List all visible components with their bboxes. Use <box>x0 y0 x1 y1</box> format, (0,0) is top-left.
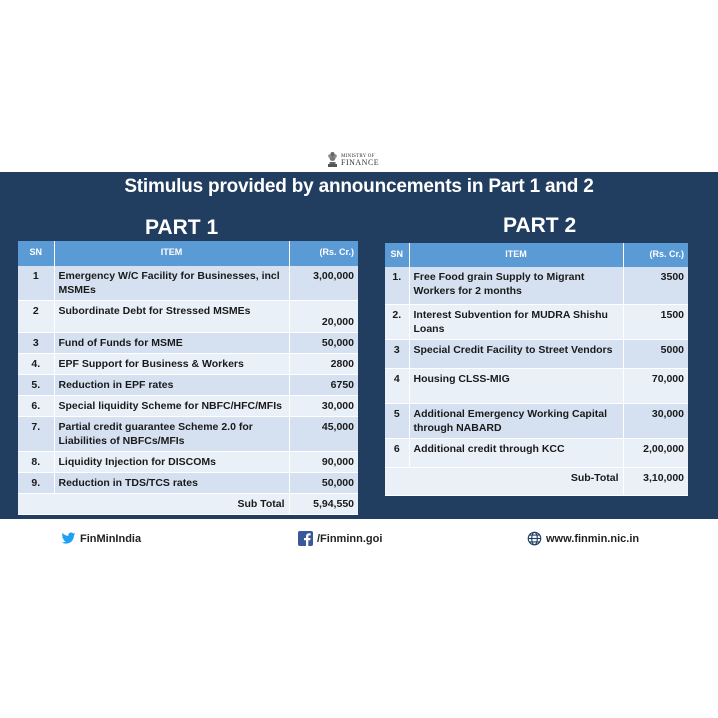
table-row <box>18 375 358 396</box>
table-row <box>385 267 688 304</box>
subtotal-row <box>385 467 688 495</box>
logo-line1: MINISTRY OF <box>341 153 375 159</box>
emblem-icon <box>327 151 338 169</box>
row-sn: 2 <box>18 301 54 333</box>
subtotal-value: 3,10,000 <box>623 467 688 495</box>
row-sn: 4 <box>385 368 409 403</box>
table-row <box>18 473 358 494</box>
facebook-handle[interactable]: /Finminn.goi <box>317 532 383 545</box>
row-amount: 45,000 <box>289 417 358 452</box>
row-amount: 6750 <box>289 375 358 396</box>
row-amount: 30,000 <box>289 396 358 417</box>
row-sn: 1 <box>18 266 54 301</box>
row-item: Subordinate Debt for Stressed MSMEs <box>54 301 289 333</box>
row-amount: 20,000 <box>289 301 358 333</box>
row-amount: 2800 <box>289 354 358 375</box>
row-sn: 6 <box>385 438 409 467</box>
facebook-icon <box>298 531 313 546</box>
row-sn: 9. <box>18 473 54 494</box>
row-item: Partial credit guarantee Scheme 2.0 for Liabilities of NBFCs/MFIs <box>54 417 289 452</box>
subtotal-value: 5,94,550 <box>289 494 358 515</box>
row-amount: 70,000 <box>623 368 688 403</box>
table-row <box>18 452 358 473</box>
row-sn: 6. <box>18 396 54 417</box>
ministry-logo <box>327 150 379 170</box>
row-item: Fund of Funds for MSME <box>54 333 289 354</box>
column-header: ITEM <box>54 241 289 266</box>
column-header: (Rs. Cr.) <box>289 241 358 266</box>
row-amount: 5000 <box>623 339 688 368</box>
subtotal-row <box>18 494 358 515</box>
row-item: Special Credit Facility to Street Vendors <box>409 339 623 368</box>
row-item: Additional credit through KCC <box>409 438 623 467</box>
website-url[interactable]: www.finmin.nic.in <box>546 532 640 545</box>
column-header: ITEM <box>409 243 623 267</box>
column-header: SN <box>18 241 54 266</box>
row-item: Special liquidity Scheme for NBFC/HFC/MFIs <box>54 396 289 417</box>
row-sn: 1. <box>385 267 409 304</box>
subtotal-label: Sub Total <box>18 494 289 515</box>
row-amount: 90,000 <box>289 452 358 473</box>
row-sn: 7. <box>18 417 54 452</box>
row-amount: 30,000 <box>623 403 688 438</box>
table-row <box>18 417 358 452</box>
table-row <box>385 438 688 467</box>
part1-heading: PART 1 <box>145 216 219 239</box>
row-amount: 3500 <box>623 267 688 304</box>
row-sn: 3 <box>385 339 409 368</box>
logo-line2: FINANCE <box>341 157 380 167</box>
row-amount: 2,00,000 <box>623 438 688 467</box>
table-row <box>18 266 358 301</box>
page-title: Stimulus provided by announcements in Part 1 and 2 <box>124 176 594 197</box>
table-row <box>18 301 358 333</box>
row-item: Reduction in EPF rates <box>54 375 289 396</box>
part2-heading: PART 2 <box>503 214 577 237</box>
twitter-link[interactable] <box>61 531 141 546</box>
row-item: Reduction in TDS/TCS rates <box>54 473 289 494</box>
facebook-link[interactable] <box>298 531 382 546</box>
website-link[interactable] <box>527 531 639 546</box>
table-row <box>385 339 688 368</box>
row-item: Interest Subvention for MUDRA Shishu Loans <box>409 304 623 339</box>
row-sn: 8. <box>18 452 54 473</box>
row-item: EPF Support for Business & Workers <box>54 354 289 375</box>
table-row <box>385 368 688 403</box>
subtotal-label: Sub-Total <box>385 467 623 495</box>
twitter-handle[interactable]: FinMinIndia <box>80 532 142 545</box>
row-amount: 1500 <box>623 304 688 339</box>
row-amount: 3,00,000 <box>289 266 358 301</box>
row-item: Additional Emergency Working Capital through NABARD <box>409 403 623 438</box>
table-row <box>385 403 688 438</box>
globe-icon <box>527 531 542 546</box>
row-item: Free Food grain Supply to Migrant Workers for 2 months <box>409 267 623 304</box>
row-item: Housing CLSS-MIG <box>409 368 623 403</box>
row-item: Liquidity Injection for DISCOMs <box>54 452 289 473</box>
table-row <box>18 396 358 417</box>
row-sn: 3 <box>18 333 54 354</box>
column-header: SN <box>385 243 409 267</box>
part1-table <box>18 241 358 515</box>
table-row <box>385 304 688 339</box>
twitter-icon <box>61 531 76 546</box>
part2-table <box>385 243 688 496</box>
column-header: (Rs. Cr.) <box>623 243 688 267</box>
row-item: Emergency W/C Facility for Businesses, incl MSMEs <box>54 266 289 301</box>
row-sn: 5 <box>385 403 409 438</box>
table-row <box>18 354 358 375</box>
row-sn: 5. <box>18 375 54 396</box>
row-amount: 50,000 <box>289 473 358 494</box>
row-sn: 4. <box>18 354 54 375</box>
row-amount: 50,000 <box>289 333 358 354</box>
table-row <box>18 333 358 354</box>
row-sn: 2. <box>385 304 409 339</box>
